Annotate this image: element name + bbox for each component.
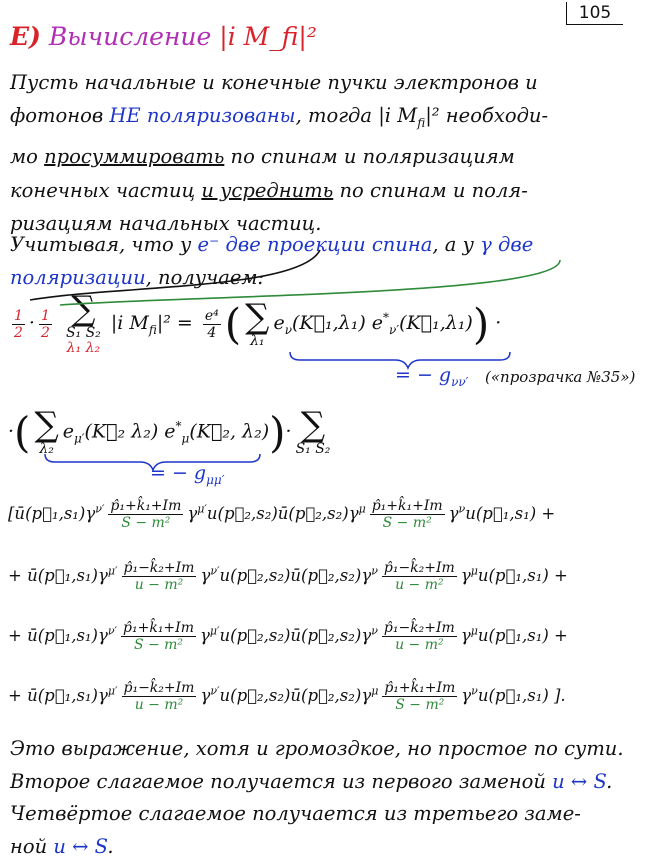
propagator-fraction: $\frac{\text{p̂₁−k̂₂+Im}}{\text{u − m²}}$: [123, 560, 195, 593]
propagator-fraction: $\frac{\text{p̂₁+k̂₁+Im}}{\text{S − m²}}$: [123, 620, 194, 653]
highlight-photon: γ две: [480, 233, 534, 256]
amplitude-term: + $ū(p⃗_1,s_1)\gamma^{\mu'}$ $\frac{\text{p̂₁−k̂₂+Im}}{\text{u − m²}}$ $\gamma^{\nu'}u(p⃗_2,s_2)ū(p⃗_2,s_2)\gamma^\mu$ $\frac{\text{p̂₁+k̂₁+Im}}{\text{S − m²}}$ $\gamma^\nu u(p⃗_1,s_1)$ ].: [8, 680, 566, 713]
swap-u-s: u ↔ S: [53, 834, 108, 858]
text-line: Учитывая, что у e⁻ две проекции спина, а у γ две: [10, 233, 534, 256]
text-line: Второе слагаемое получается из первого заменой u ↔ S.: [10, 769, 613, 793]
sum-over-spins: ∑ S₁ S₂: [295, 405, 331, 457]
paragraph-unpolarized: [10, 66, 635, 240]
text-line: конечных частиц и усреднить по спинам и поля-: [10, 178, 528, 202]
heading-expression: |i M_fi|²: [219, 22, 317, 51]
propagator-fraction: $\frac{\text{p̂₁+k̂₁+Im}}{\text{S − m²}}$: [384, 680, 456, 713]
text-line: Это выражение, хотя и громоздкое, но простое по сути.: [10, 737, 624, 760]
page-number: 105: [566, 2, 623, 25]
half-factor: $\frac{1}{2}$: [14, 307, 23, 341]
text-line: Пусть начальные и конечные пучки электронов и: [10, 71, 538, 94]
propagator-fraction: $\frac{\text{p̂₁+k̂₁+Im}}{\text{S − m²}}$: [110, 498, 182, 531]
highlight-electron-spin: e⁻ две проекции спина: [197, 233, 433, 256]
sum-over-polarizations: ∑ λ₂: [34, 405, 59, 457]
sum-over-spins: ∑ S₁ S₂ λ₁ λ₂: [65, 289, 101, 356]
heading-text: Вычисление: [48, 22, 212, 51]
reference-note: («прозрачка №35»): [485, 368, 636, 386]
propagator-fraction: $\frac{\text{p̂₁+k̂₁+Im}}{\text{S − m²}}$: [371, 498, 443, 531]
amplitude-term: + $ū(p⃗_1,s_1)\gamma^{\mu'}$ $\frac{\text{p̂₁−k̂₂+Im}}{\text{u − m²}}$ $\gamma^{\nu'}u(p⃗_2,s_2)ū(p⃗_2,s_2)\gamma^\nu$ $\frac{\text{p̂₁−k̂₂+Im}}{\text{u − m²}}$ $\gamma^\mu u(p⃗_1,s_1)$ +: [8, 560, 568, 593]
highlight-polarizations: поляризации: [10, 266, 146, 290]
propagator-fraction: $\frac{\text{p̂₁−k̂₂+Im}}{\text{u − m²}}$: [383, 620, 455, 653]
underlined-average: и усреднить: [201, 178, 334, 202]
highlight-not-polarized: НЕ поляризованы: [109, 104, 296, 128]
text-line: ризациям начальных частиц.: [10, 212, 322, 236]
text-line: Четвёртое слагаемое получается из третьего заме-: [10, 802, 581, 825]
metric-result-1: = − $g_{\nu\nu'}$: [395, 364, 469, 389]
amplitude-term: + $ū(p⃗_1,s_1)\gamma^{\nu'}$ $\frac{\text{p̂₁+k̂₁+Im}}{\text{S − m²}}$ $\gamma^{\mu'}u(p⃗_2,s_2)ū(p⃗_2,s_2)\gamma^\nu$ $\frac{\text{p̂₁−k̂₂+Im}}{\text{u − m²}}$ $\gamma^\mu u(p⃗_1,s_1)$ +: [8, 620, 568, 653]
swap-u-s: u ↔ S: [552, 769, 607, 793]
propagator-fraction: $\frac{\text{p̂₁−k̂₂+Im}}{\text{u − m²}}$: [383, 560, 455, 593]
equation-second-polarization: ·( ∑ λ₂ $e_{\mu'}(K⃗_2$ λ₂) $e^*_\mu(K⃗_2$, λ₂))· ∑ S₁ S₂: [8, 405, 331, 457]
equation-averaging: $\frac{1}{2}$ · $\frac{1}{2}$ ∑ S₁ S₂ λ₁ λ₂ |i $M_{fi}|^2$ = $\frac{\text{e⁴}}{4}$ ( ∑ λ₁ $e_\nu(K⃗_1,\lambda_1)$ $e^*_{\nu'}(K⃗_1,\lambda_1)$) ·: [14, 289, 502, 356]
closing-remarks: [10, 733, 635, 863]
half-factor: $\frac{1}{2}$: [40, 307, 50, 341]
metric-result-2: = − $g_{\mu\mu'}$: [150, 462, 225, 487]
text-line: мо просуммировать по спинам и поляризациям: [10, 145, 515, 169]
amplitude-term: [$ū(p⃗_1,s_1)\gamma^{\nu'}$ $\frac{\text{p̂₁+k̂₁+Im}}{\text{S − m²}}$ $\gamma^{\mu'}u(p⃗_2,s_2)ū(p⃗_2,s_2)\gamma^\mu$ $\frac{\text{p̂₁+k̂₁+Im}}{\text{S − m²}}$ $\gamma^\nu u(p⃗_1,s_1)$ +: [8, 498, 556, 531]
text-line: поляризации, получаем:: [10, 266, 265, 290]
underlined-sum: просуммировать: [44, 145, 225, 169]
sum-over-polarizations: ∑ λ₁: [245, 296, 270, 349]
propagator-fraction: $\frac{\text{p̂₁−k̂₂+Im}}{\text{u − m²}}$: [123, 680, 195, 713]
coupling-factor: $\frac{\text{e⁴}}{4}$: [204, 307, 219, 341]
heading-label: E): [10, 22, 41, 51]
text-line: фотонов НЕ поляризованы, тогда |i $M_{fi}|^2$ необходи-: [10, 104, 549, 131]
paragraph-considering: [10, 228, 635, 295]
section-heading: [10, 22, 317, 51]
text-line: ной u ↔ S.: [10, 834, 114, 858]
